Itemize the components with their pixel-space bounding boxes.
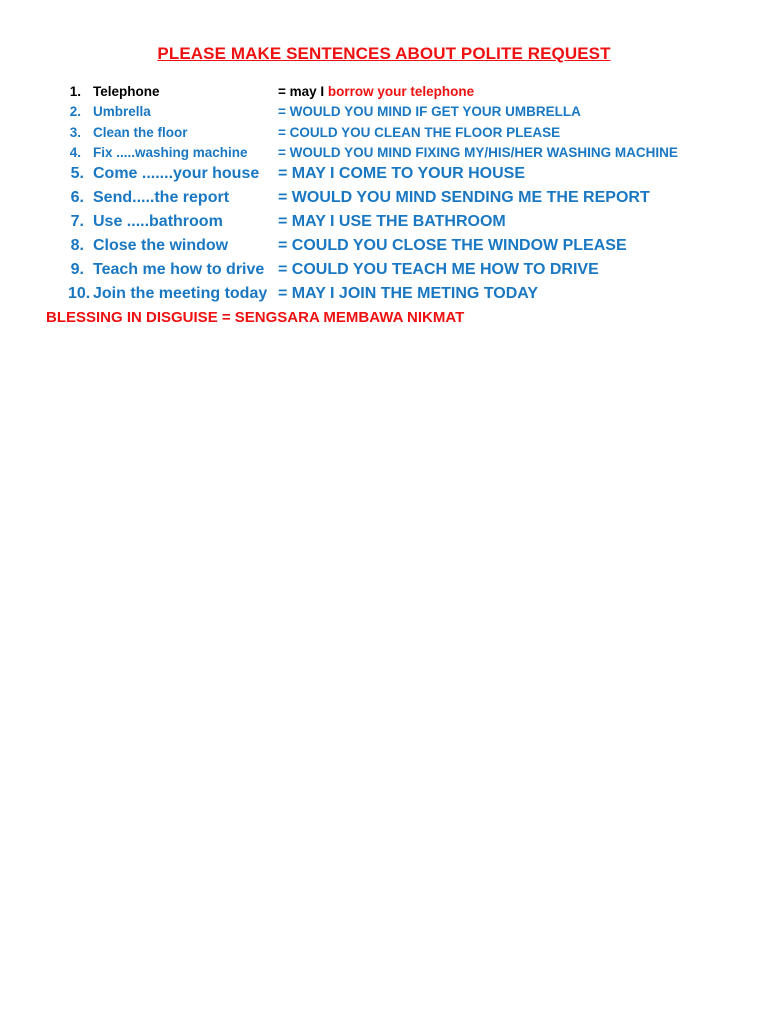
item-prompt: Come .......your house (93, 165, 260, 182)
item-prompt: Clean the floor (93, 125, 188, 140)
item-answer: = COULD YOU CLEAN THE FLOOR PLEASE (278, 125, 561, 140)
item-prompt: Teach me how to drive (93, 261, 265, 278)
item-answer: = WOULD YOU MIND SENDING ME THE REPORT (278, 189, 650, 206)
item-answer: = MAY I COME TO YOUR HOUSE (278, 165, 526, 182)
item-number: 1. (69, 84, 81, 99)
page-title: PLEASE MAKE SENTENCES ABOUT POLITE REQUEST (157, 44, 611, 63)
item-answer (278, 84, 474, 99)
item-prompt: Close the window (93, 237, 229, 254)
item-prompt: Telephone (93, 84, 160, 99)
item-number: 2. (69, 104, 81, 119)
item-number: 5. (70, 165, 84, 182)
item-number: 3. (69, 125, 81, 140)
item-answer: = WOULD YOU MIND IF GET YOUR UMBRELLA (278, 104, 581, 119)
item-answer: = WOULD YOU MIND FIXING MY/HIS/HER WASHING MACHINE (278, 145, 678, 160)
item-prompt: Fix .....washing machine (93, 145, 248, 160)
item-prompt: Join the meeting today (93, 285, 268, 302)
item-answer: = COULD YOU CLOSE THE WINDOW PLEASE (278, 237, 627, 254)
item-prompt: Send.....the report (93, 189, 230, 206)
item-number: 4. (69, 145, 81, 160)
item-number: 8. (70, 237, 84, 254)
item-prompt: Use .....bathroom (93, 213, 223, 230)
answer-prefix: = may I (278, 84, 325, 99)
answer-highlight: borrow your telephone (327, 84, 475, 99)
footer-note: BLESSING IN DISGUISE = SENGSARA MEMBAWA NIKMAT (46, 309, 465, 326)
item-number: 6. (70, 189, 84, 206)
item-answer: = COULD YOU TEACH ME HOW TO DRIVE (278, 261, 599, 278)
item-number: 9. (70, 261, 84, 278)
item-prompt: Umbrella (93, 104, 151, 119)
item-answer: = MAY I JOIN THE METING TODAY (278, 285, 539, 302)
item-answer: = MAY I USE THE BATHROOM (278, 213, 506, 230)
item-number: 10. (68, 285, 91, 302)
item-number: 7. (70, 213, 84, 230)
